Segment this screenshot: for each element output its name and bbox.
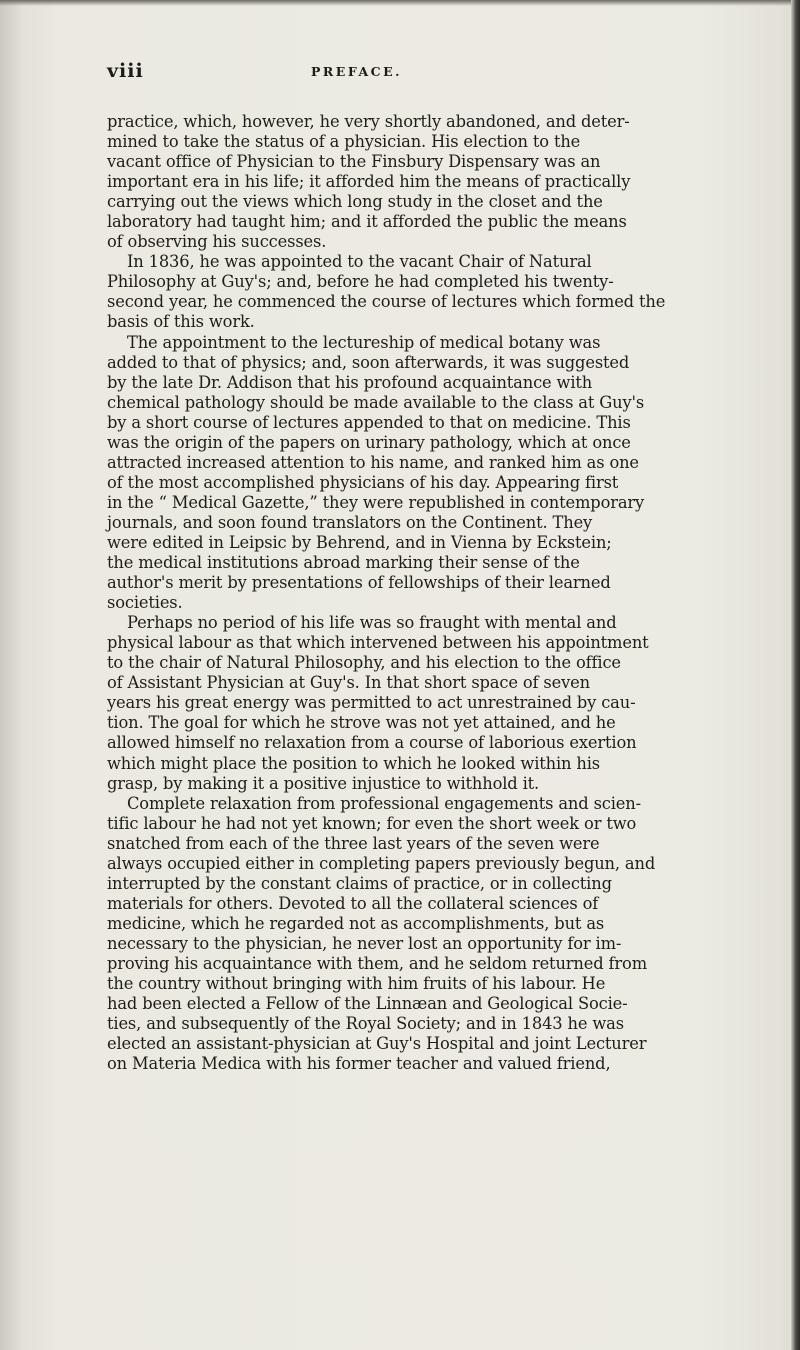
- text-line: practice, which, however, he very shortly abandoned, and deter-: [107, 112, 630, 131]
- text-line: carrying out the views which long study in the closet and the: [107, 192, 603, 212]
- text-line: always occupied either in completing papers previously begun, and: [107, 853, 656, 873]
- text-line: mined to take the status of a physician. His election to the: [107, 132, 581, 152]
- text-line: which might place the position to which he looked within his: [107, 753, 601, 773]
- running-title: PREFACE.: [311, 64, 402, 79]
- text-line: chemical pathology should be made available to the class at Guy's: [107, 392, 645, 412]
- text-line: Philosophy at Guy's; and, before he had completed his twenty-: [107, 272, 614, 292]
- page-gutter-shadow: [0, 0, 22, 1350]
- text-line: necessary to the physician, he never lost an opportunity for im-: [107, 933, 622, 953]
- text-line: on Materia Medica with his former teacher and valued friend,: [107, 1054, 611, 1074]
- body-text: [107, 112, 793, 1074]
- text-line: important era in his life; it afforded him the means of practically: [107, 172, 631, 192]
- text-line: In 1836, he was appointed to the vacant Chair of Natural: [127, 252, 592, 272]
- text-line: proving his acquaintance with them, and he seldom returned from: [107, 953, 647, 973]
- text-line: second year, he commenced the course of lectures which formed the: [107, 292, 666, 312]
- text-line: journals, and soon found translators on the Continent. They: [107, 512, 593, 532]
- page-right-edge: [791, 0, 800, 1350]
- text-line: of the most accomplished physicians of his day. Appearing first: [107, 472, 619, 492]
- text-line: had been elected a Fellow of the Linnæan and Geological Socie-: [107, 994, 628, 1014]
- page-number: viii: [107, 60, 144, 82]
- text-line: medicine, which he regarded not as accomplishments, but as: [107, 913, 605, 933]
- text-line: grasp, by making it a positive injustice to withhold it.: [107, 773, 540, 793]
- text-line: years his great energy was permitted to act unrestrained by cau-: [107, 693, 636, 713]
- text-line: laboratory had taught him; and it afforded the public the means: [107, 212, 627, 232]
- text-line: author's merit by presentations of fellowships of their learned: [107, 573, 611, 593]
- text-line: were edited in Leipsic by Behrend, and in Vienna by Eckstein;: [107, 532, 612, 552]
- text-line: of observing his successes.: [107, 232, 327, 252]
- text-line: tion. The goal for which he strove was not yet attained, and he: [107, 713, 616, 733]
- text-line: was the origin of the papers on urinary pathology, which at once: [107, 432, 631, 452]
- text-line: ties, and subsequently of the Royal Society; and in 1843 he was: [107, 1014, 624, 1034]
- text-line: by the late Dr. Addison that his profound acquaintance with: [107, 372, 593, 392]
- text-line: allowed himself no relaxation from a course of laborious exertion: [107, 733, 637, 753]
- text-line: the country without bringing with him fruits of his labour. He: [107, 974, 606, 994]
- text-line: interrupted by the constant claims of practice, or in collecting: [107, 873, 612, 893]
- text-line: to the chair of Natural Philosophy, and his election to the office: [107, 653, 621, 673]
- page-header: [107, 60, 707, 86]
- text-line: of Assistant Physician at Guy's. In that short space of seven: [107, 673, 590, 693]
- text-line: tific labour he had not yet known; for even the short week or two: [107, 813, 637, 833]
- text-line: Complete relaxation from professional engagements and scien-: [127, 793, 641, 813]
- text-line: by a short course of lectures appended to that on medicine. This: [107, 412, 631, 432]
- page-top-shadow: [0, 0, 800, 6]
- text-line: snatched from each of the three last years of the seven were: [107, 833, 600, 853]
- text-line: elected an assistant-physician at Guy's Hospital and joint Lecturer: [107, 1034, 647, 1054]
- text-line: Perhaps no period of his life was so fraught with mental and: [127, 613, 617, 633]
- text-line: in the “ Medical Gazette,” they were republished in contemporary: [107, 492, 645, 512]
- text-line: vacant office of Physician to the Finsbury Dispensary was an: [107, 152, 601, 172]
- text-line: materials for others. Devoted to all the collateral sciences of: [107, 893, 599, 913]
- text-line: added to that of physics; and, soon afterwards, it was suggested: [107, 352, 630, 372]
- text-line: societies.: [107, 593, 183, 613]
- text-line: physical labour as that which intervened between his appointment: [107, 633, 649, 653]
- text-line: basis of this work.: [107, 312, 255, 332]
- text-line: attracted increased attention to his name, and ranked him as one: [107, 452, 639, 472]
- text-line: the medical institutions abroad marking their sense of the: [107, 553, 580, 573]
- text-line: The appointment to the lectureship of medical botany was: [127, 332, 601, 352]
